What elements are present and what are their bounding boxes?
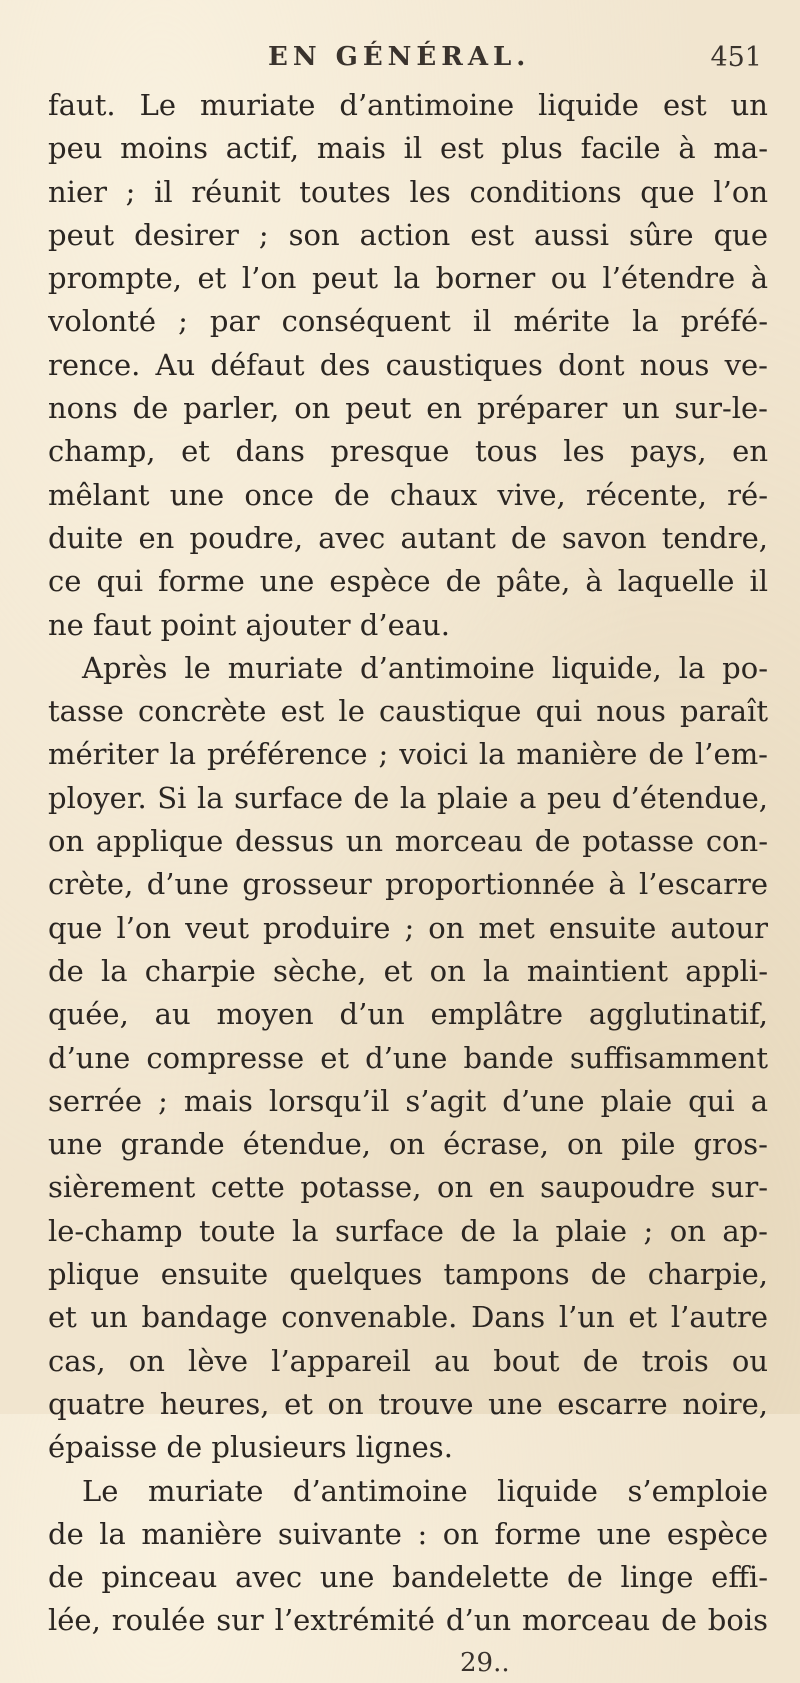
paragraph-start-line: Après le muriate d’antimoine liquide, la po- xyxy=(82,650,768,685)
body-text xyxy=(48,84,768,1643)
text-line: ce qui forme une espèce de pâte, à laquelle il xyxy=(48,564,768,599)
page-number: 451 xyxy=(710,42,762,73)
text-line: que l’on veut produire ; on met ensuite autour xyxy=(48,910,768,945)
running-title: EN GÉNÉRAL. xyxy=(268,42,531,72)
text-line: peu moins actif, mais il est plus facile à ma- xyxy=(48,131,768,166)
text-line: le-champ toute la surface de la plaie ; on ap- xyxy=(48,1213,768,1248)
text-line: mêlant une once de chaux vive, récente, ré- xyxy=(48,477,768,512)
text-line: serrée ; mais lorsqu’il s’agit d’une plaie qui a xyxy=(48,1083,768,1118)
text-line: on applique dessus un morceau de potasse con- xyxy=(48,824,768,859)
page-header xyxy=(48,28,768,84)
text-line: de pinceau avec une bandelette de linge effi- xyxy=(48,1560,768,1595)
paragraph-start-line: Le muriate d’antimoine liquide s’emploie xyxy=(82,1473,768,1508)
text-line: une grande étendue, on écrase, on pile gros- xyxy=(48,1127,768,1162)
text-line: duite en poudre, avec autant de savon tendre, xyxy=(48,520,768,555)
text-line: tasse concrète est le caustique qui nous paraît xyxy=(48,694,768,729)
text-line: quée, au moyen d’un emplâtre agglutinatif, xyxy=(48,997,768,1032)
text-line: ployer. Si la surface de la plaie a peu d’étendue, xyxy=(48,780,768,815)
paragraph-end-line: épaisse de plusieurs lignes. xyxy=(48,1430,453,1465)
text-line: sièrement cette potasse, on en saupoudre sur- xyxy=(48,1170,768,1205)
text-line: nons de parler, on peut en préparer un sur-le- xyxy=(48,391,768,426)
paragraph-end-line: ne faut point ajouter d’eau. xyxy=(48,607,450,642)
text-line: peut desirer ; son action est aussi sûre que xyxy=(48,217,768,252)
text-line: de la charpie sèche, et on la maintient appli- xyxy=(48,953,768,988)
text-line: lée, roulée sur l’extrémité d’un morceau de bois xyxy=(48,1603,768,1638)
text-line: quatre heures, et on trouve une escarre noire, xyxy=(48,1386,768,1421)
text-line: volonté ; par conséquent il mérite la préfé- xyxy=(48,304,768,339)
text-line: crète, d’une grosseur proportionnée à l’escarre xyxy=(48,867,768,902)
text-line: plique ensuite quelques tampons de charpie, xyxy=(48,1257,768,1292)
signature-mark: 29.. xyxy=(460,1647,510,1678)
text-line: rence. Au défaut des caustiques dont nous ve- xyxy=(48,347,768,382)
text-line: prompte, et l’on peut la borner ou l’étendre à xyxy=(48,261,768,296)
text-line: mériter la préférence ; voici la manière de l’em- xyxy=(48,737,768,772)
text-line: de la manière suivante : on forme une espèce xyxy=(48,1516,768,1551)
text-line: nier ; il réunit toutes les conditions que l’on xyxy=(48,174,768,209)
text-line: d’une compresse et d’une bande suffisamment xyxy=(48,1040,768,1075)
text-line: cas, on lève l’appareil au bout de trois ou xyxy=(48,1343,768,1378)
text-line: et un bandage convenable. Dans l’un et l’autre xyxy=(48,1300,768,1335)
book-page xyxy=(48,28,768,1678)
text-line: faut. Le muriate d’antimoine liquide est un xyxy=(48,88,768,122)
text-line: champ, et dans presque tous les pays, en xyxy=(48,434,768,469)
